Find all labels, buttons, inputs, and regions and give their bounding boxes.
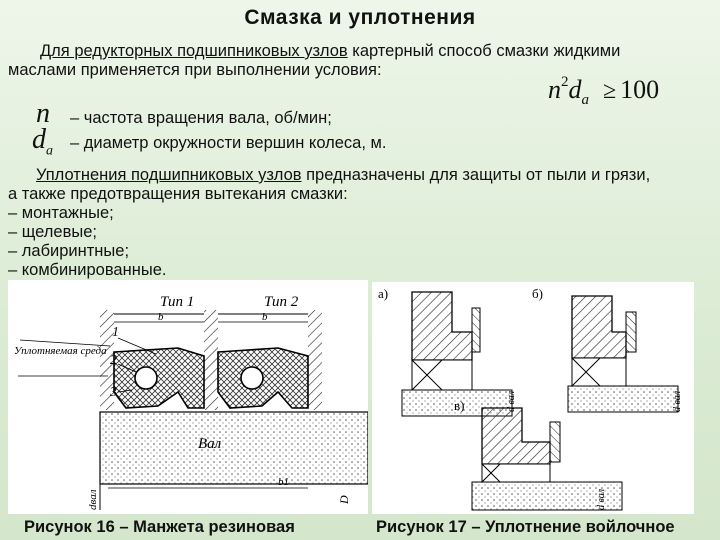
page-title: Смазка и уплотнения bbox=[244, 6, 476, 29]
fig16-marker-3: 3 bbox=[110, 385, 117, 400]
paragraph-line bbox=[8, 42, 708, 61]
formula-power: 2 bbox=[561, 74, 569, 90]
paragraph-seals bbox=[8, 166, 713, 280]
paragraph-line: а также предотвращения вытекания смазки: bbox=[8, 185, 348, 203]
figure-17-drawing bbox=[372, 282, 694, 514]
fig17-label-a: а) bbox=[378, 286, 389, 301]
fig17-label-b: б) bbox=[532, 286, 543, 301]
formula-sub: a bbox=[581, 92, 589, 108]
symbol-letter: n bbox=[36, 98, 50, 129]
formula-value: 100 bbox=[620, 75, 660, 104]
symbol-da bbox=[32, 124, 53, 160]
fig16-marker-1: 1 bbox=[112, 325, 119, 340]
fig16-shaft-label: Вал bbox=[198, 436, 222, 452]
fig17-d-label: d вал bbox=[672, 390, 683, 412]
figure-16-caption: Рисунок 16 – Манжета резиновая bbox=[24, 518, 295, 536]
fig17-d-label: d вал bbox=[506, 390, 517, 412]
figure-16-drawing bbox=[8, 280, 368, 514]
formula-n: n bbox=[548, 75, 561, 104]
condition-formula bbox=[548, 74, 659, 109]
paragraph-line: маслами применяется при выполнении условия: bbox=[8, 61, 382, 79]
fig16-medium-label: Уплотняемая среда bbox=[14, 345, 107, 357]
fig16-type2-label: Тип 2 bbox=[264, 294, 299, 310]
paragraph-line bbox=[8, 166, 713, 185]
fig16-type1-label: Тип 1 bbox=[160, 294, 195, 310]
fig16-b-label: b bbox=[262, 311, 268, 323]
fig16-b-label: b bbox=[158, 311, 164, 323]
paragraph-text: картерный способ смазки жидкими bbox=[347, 42, 621, 60]
list-item: – монтажные; bbox=[8, 204, 114, 222]
underlined-phrase: Уплотнения подшипниковых узлов bbox=[36, 166, 302, 184]
symbol-letter: d bbox=[32, 124, 46, 155]
underlined-phrase: Для редукторных подшипниковых узлов bbox=[40, 42, 348, 60]
formula-d: d bbox=[568, 75, 582, 104]
list-item: – щелевые; bbox=[8, 223, 97, 241]
list-item: – лабиринтные; bbox=[8, 242, 130, 260]
formula-operator: ≥ bbox=[603, 78, 617, 104]
fig16-marker-2: 2 bbox=[110, 353, 117, 368]
fig17-d-label: d вал bbox=[596, 488, 607, 510]
paragraph-text: предназначены для защиты от пыли и грязи, bbox=[301, 166, 651, 184]
fig17-label-v: в) bbox=[454, 398, 465, 413]
figure-17-caption: Рисунок 17 – Уплотнение войлочное bbox=[376, 518, 675, 536]
definition-da: – диаметр окружности вершин колеса, м. bbox=[70, 134, 387, 152]
fig16-d-label: dвал bbox=[87, 489, 99, 510]
symbol-sub: a bbox=[46, 143, 53, 159]
fig16-b1-label: b1 bbox=[278, 476, 289, 488]
fig16-D-label: D bbox=[337, 495, 351, 504]
definition-n: – частота вращения вала, об/мин; bbox=[70, 109, 332, 127]
list-item: – комбинированные. bbox=[8, 261, 167, 279]
